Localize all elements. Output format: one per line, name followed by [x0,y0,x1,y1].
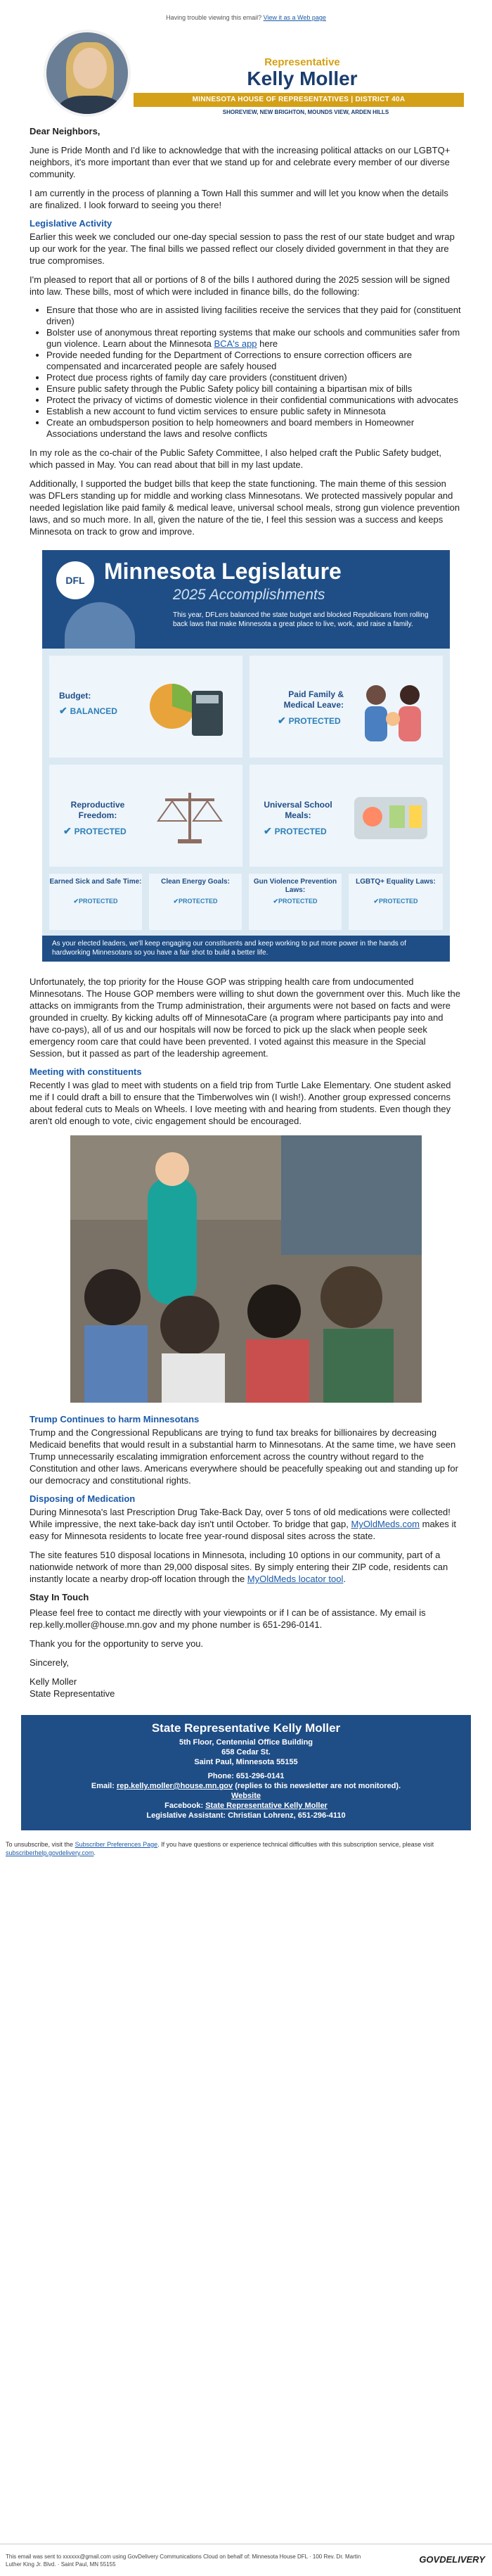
footer-phone: Phone: 651-296-0141 [207,1772,285,1780]
unsubscribe-note: To unsubscribe, visit the Subscriber Preferences Page. If you have questions or experience technical difficulties with this subscription service, please visit subscriberhelp.govdelivery.com. [6,1841,434,1856]
preferences-link[interactable]: Subscriber Preferences Page [75,1841,158,1848]
paragraph-budget: Additionally, I supported the budget bills that keep the state functioning. The main theme of this session was DFLers standing up for middle and working class Minnesotans. We protected massively popular and needed legislation like paid family & medical leave, universal school meals, strong gun violence prevention laws, and so much more. In all, given the nature of the tie, I feel this session was a success and keeps Minnesota on track to grow and improve. [30,478,460,537]
dfl-logo: DFL [56,561,94,599]
footer-address-3: Saint Paul, Minnesota 55155 [194,1758,298,1766]
district-bar: MINNESOTA HOUSE OF REPRESENTATIVES | DISTRICT 40A [134,93,464,107]
accomplishments-infographic [42,550,450,962]
district-cities: SHOREVIEW, NEW BRIGHTON, MOUNDS VIEW, ARDEN HILLS [222,109,389,115]
gun-violence-card: Gun Violence Prevention Laws: ✔ PROTECTED [249,874,342,930]
greeting: Dear Neighbors, [30,126,101,136]
subscriber-help-link[interactable]: subscriberhelp.govdelivery.com [6,1849,94,1856]
web-version-link[interactable]: View it as a Web page [263,14,326,21]
scales-icon [151,786,228,849]
footer-facebook: Facebook: State Representative Kelly Moller [164,1802,328,1810]
paragraph-contact: Please feel free to contact me directly with your viewpoints or if I can be of assistance. My email is rep.kelly.moller@house.mn.gov and my phone number is 651-296-0141. [30,1607,426,1630]
govdelivery-logo: GOVDELIVERY [419,2554,485,2565]
footer-address-2: 658 Cedar St. [221,1748,271,1756]
family-icon [355,677,432,747]
infographic-description: This year, DFLers balanced the state budget and blocked Republicans from rolling back laws that make Minnesota a great place to live, work, and raise a family. [173,611,429,628]
school-meals-card: Universal School Meals: ✔ PROTECTED [250,765,443,867]
contact-footer [21,1715,471,1830]
footer-website-link[interactable]: Website [231,1792,261,1800]
capitol-dome-icon [65,602,135,649]
heading-medication: Disposing of Medication [30,1493,136,1504]
signature: Kelly Moller State Representative [30,1676,115,1699]
list-item: • Provide needed funding for the Department of Corrections to ensure correction officers are compensated and incarcerated people are safely housed [46,350,462,372]
footer-assistant: Legislative Assistant: Christian Lohrenz, 651-296-4110 [146,1811,346,1820]
students-photo [70,1135,422,1403]
clean-energy-card: Clean Energy Goals: ✔ PROTECTED [149,874,242,930]
paragraph-gop: Unfortunately, the top priority for the House GOP was stripping health care from undocumented Minnesotans. The House GOP members were willing to shut down the government over this. Much like the attacks on immigrants from the Trump administration, their arguments were not based on facts and were grounded in cruelty. By kicking adults off of MinnesotaCare (a program where participants pay into and have co-pays), all of us and our hospitals will now be forced to pick up the slack when people seek emergency room care that could have been prevented. I voted against this measure in the Special Session, but it passed as part of the leadership agreement. [30,976,460,1059]
meal-tray-icon [351,790,432,846]
heading-trump: Trump Continues to harm Minnesotans [30,1414,200,1424]
locator-tool-link[interactable]: MyOldMeds locator tool [247,1574,344,1584]
footer-email: Email: rep.kelly.moller@house.mn.gov (replies to this newsletter are not monitored). [91,1782,401,1790]
footer-email-link[interactable]: rep.kelly.moller@house.mn.gov [116,1782,233,1790]
top-note-text: Having trouble viewing this email? [166,14,262,21]
paragraph-bills: I'm pleased to report that all or portions of 8 of the bills I authored during the 2025 session will be signed into law. These bills, most of which were included in finance bills, do the following: [30,274,450,297]
list-item: • Protect due process rights of family day care providers (constituent driven) [46,372,462,383]
lgbtq-card: LGBTQ+ Equality Laws: ✔ PROTECTED [349,874,443,930]
students-photo-image [70,1135,422,1403]
paid-leave-card: Paid Family & Medical Leave: ✔ PROTECTED [250,656,443,758]
infographic-title: Minnesota Legislature [104,559,342,584]
paragraph-disposal-sites: The site features 510 disposal locations in Minnesota, including 10 options in our community, part of a nationwide network of more than 29,000 disposal sites. By simply entering their ZIP code, residents can instantly locate a nearby drop-off location through the MyOldMeds locator tool. [30,1550,448,1584]
footer-title: State Representative Kelly Moller [151,1721,341,1735]
heading-meeting-constituents: Meeting with constituents [30,1066,142,1077]
sender-text: This email was sent to xxxxxx@gmail.com using GovDelivery Communications Cloud on behalf of: Minnesota House DFL · 100 Rev. Dr. Martin Luther King Jr. Blvd. · Saint Paul, MN 55155 [6,2553,361,2568]
list-item: • Establish a new account to fund victim services to ensure public safety in Minnesota [46,406,462,417]
sender-footer [0,2544,492,2576]
paragraph-trump: Trump and the Congressional Republicans are trying to fund tax breaks for billionaires by decreasing Medicaid benefits that would result in a substantial harm to Minnesotans. At the same time, we have seen Trump unnecessarily escalating immigration enforcement across the country without regard to the Constitution and other laws. Americans everywhere should be peacefully speaking out and standing up for our democracy and constitutional rights. [30,1427,458,1486]
bills-list [46,305,462,440]
representative-label: Representative [264,56,340,68]
bca-app-link[interactable]: BCA's app [214,338,257,349]
paragraph-public-safety: In my role as the co-chair of the Public Safety Committee, I also helped craft the Public Safety budget, which passed in May. You can read about that bill in my last update. [30,447,442,470]
top-note [0,0,492,24]
newsletter-header [28,24,464,115]
budget-card: Budget: ✔ BALANCED [49,656,242,758]
paragraph-sincerely: Sincerely, [30,1657,70,1668]
myoldmeds-link[interactable]: MyOldMeds.com [351,1519,420,1529]
list-item: • Create an ombudsperson position to help homeowners and board members in Homeowner Associations understand the laws and resolve conflicts [46,417,462,440]
sick-time-card: Earned Sick and Safe Time: ✔ PROTECTED [49,874,142,930]
paragraph-thanks: Thank you for the opportunity to serve you. [30,1638,204,1649]
infographic-footer: As your elected leaders, we'll keep engaging our constituents and keep working to put more power in the hands of hardworking Minnesotans so you have a fair shot to build a better life. [42,936,450,962]
newsletter-body [28,115,464,1700]
infographic-subtitle: 2025 Accomplishments [173,587,325,603]
list-item: • Ensure public safety through the Public Safety policy bill containing a bipartisan mix of bills [46,383,462,395]
paragraph-students: Recently I was glad to meet with students on a field trip from Turtle Lake Elementary. One student asked me if I could draft a bill to ensure that the Timberwolves win (I wish!). Another group expressed concerns about federal cuts to Meals on Wheels. I love meeting with and hearing from students. Even though they aren't old enough to vote, civic engagement should be encouraged. [30,1080,451,1126]
reproductive-card: Reproductive Freedom: ✔ PROTECTED [49,765,242,867]
representative-name: Kelly Moller [247,68,358,89]
heading-legislative-activity: Legislative Activity [30,218,112,229]
paragraph-take-back: During Minnesota's last Prescription Drug Take-Back Day, over 5 tons of old medications were collected! While impressive, the next take-back day isn't until October. To bridge that gap, MyOldMeds.com makes it easy for Minnesota residents to locate free year-round disposal sites across the state. [30,1507,457,1541]
list-item: • Ensure that those who are in assisted living facilities receive the services that they paid for (constituent driven) [46,305,462,327]
footer-facebook-link[interactable]: State Representative Kelly Moller [205,1802,328,1810]
list-item: • Bolster use of anonymous threat reporting systems that make our schools and communities safer from gun violence. Learn about the Minnesota BCA's app here [46,327,462,350]
heading-stay-in-touch: Stay In Touch [30,1592,89,1602]
paragraph-town-hall: I am currently in the process of planning a Town Hall this summer and will let you know when the details are finalized. I look forward to seeing you there! [30,188,448,210]
footer-address-1: 5th Floor, Centennial Office Building [179,1738,313,1747]
pie-calculator-icon [144,677,228,740]
list-item: • Protect the privacy of victims of domestic violence in their confidential communications with advocates [46,395,462,406]
paragraph-pride: June is Pride Month and I'd like to acknowledge that with the increasing political attacks on our LGBTQ+ neighbors, it's more important than ever that we stand up for and celebrate every member of our diverse community. [30,145,451,179]
representative-photo [44,30,131,117]
paragraph-special-session: Earlier this week we concluded our one-day special session to pass the rest of our state budget and wrap up our work for the year. The final bills we passed reflect our closely divided government in that they are true compromises. [30,231,455,266]
